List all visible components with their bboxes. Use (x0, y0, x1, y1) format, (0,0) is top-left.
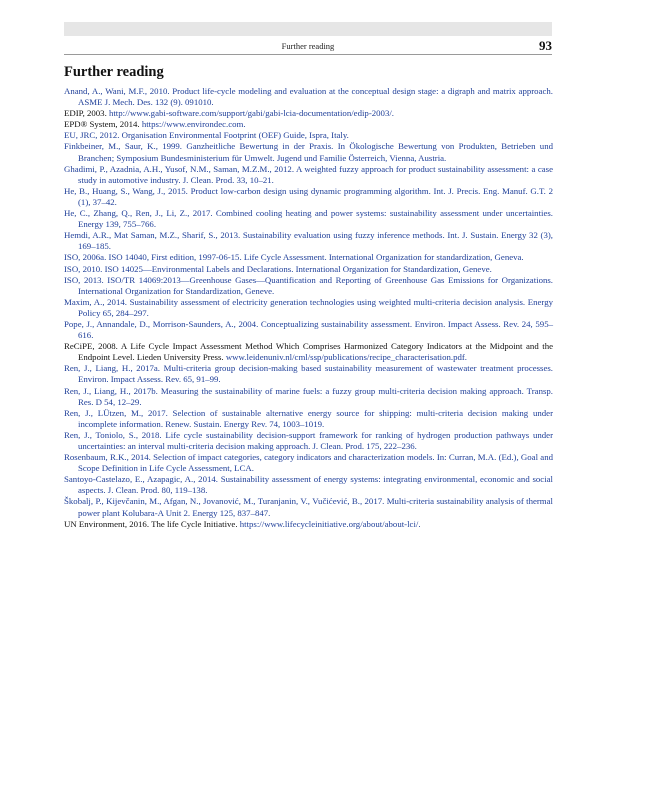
reference-entry (64, 496, 553, 518)
reference-text: Finkbeiner, M., Saur, K., 1999. Ganzheitliche Bewertung in der Praxis. In Ökologische Bewertung von Produkten, Betrieben und Branchen; Symposium Bundesministerium für Umwelt. Jugend und Familie Österreich, Vienna, Austria. (64, 141, 553, 163)
reference-entry (64, 430, 553, 452)
reference-entry (64, 363, 553, 385)
reference-entry (64, 108, 553, 119)
reference-entry (64, 275, 553, 297)
reference-text: Pope, J., Annandale, D., Morrison-Saunders, A., 2004. Conceptualizing sustainability assessment. Environ. Impact Assess. Rev. 24, 595–616. (64, 318, 553, 341)
reference-text: Škobalj, P., Kijevčanin, M., Afgan, N., Jovanović, M., Turanjanin, V., Vučićević, B., 2017. Multi-criteria sustainability analysis of thermal power plant Kolubara-A Unit 2. Energy 125, 837–847. (64, 496, 553, 518)
reference-text: Ren, J., Toniolo, S., 2018. Life cycle sustainability decision-support framework for ranking of hydrogen production pathways under uncertainties: an interval multi-criteria decision making approach. J. Clean. Prod. 175, 222–236. (64, 429, 553, 451)
reference-entry (64, 141, 553, 163)
reference-entry (64, 186, 553, 208)
reference-entry (64, 386, 553, 408)
reference-text: Santoyo-Castelazo, E., Azapagic, A., 2014. Sustainability assessment of energy systems: integrating environmental, economic and social aspects. J. Clean. Prod. 80, 119–138. (64, 474, 553, 496)
reference-entry (64, 519, 553, 530)
running-head (64, 38, 552, 55)
reference-text: Ren, J., Liang, H., 2017b. Measuring the sustainability of marine fuels: a fuzzy group multi-criteria decision making approach. Transp. Res. D 54, 12–29. (64, 385, 553, 407)
reference-link[interactable]: https://www.environdec.com. (141, 119, 246, 130)
reference-text: He, B., Huang, S., Wang, J., 2015. Product low-carbon design using dynamic programming algorithm. Int. J. Precis. Eng. Manuf. G.T. 2 (1), 37–42. (64, 185, 553, 207)
reference-entry (64, 319, 553, 341)
reference-link[interactable]: www.leidenuniv.nl/cml/ssp/publications/recipe_characterisation.pdf. (225, 352, 468, 363)
reference-text: ISO, 2010. ISO 14025—Environmental Labels and Declarations. International Organization for Standardization, Geneve. (64, 263, 492, 274)
reference-entry (64, 341, 553, 363)
reference-text: ISO, 2013. ISO/TR 14069:2013—Greenhouse Gases—Quantification and Reporting of Greenhouse Gas Emissions for Organizations. International Organization for Standardization, Geneve. (64, 274, 553, 296)
reference-text: EDIP, 2003. (64, 108, 109, 119)
reference-text: Hemdi, A.R., Mat Saman, M.Z., Sharif, S., 2013. Sustainability evaluation using fuzzy inference methods. Int. J. Sustain. Energy 32 (3), 169–185. (64, 230, 553, 252)
header-band (64, 22, 552, 36)
reference-text: ISO, 2006a. ISO 14040, First edition, 1997-06-15. Life Cycle Assessment. International Organization for standardization, Geneva. (64, 252, 524, 263)
reference-text: EPD® System, 2014. (64, 119, 142, 130)
reference-text: Rosenbaum, R.K., 2014. Selection of impact categories, category indicators and characterization models. In: Curran, M.A. (Ed.), Goal and Scope Definition in Life Cycle Assessment, LCA. (64, 452, 553, 474)
reference-entry (64, 252, 553, 263)
reference-text: Maxim, A., 2014. Sustainability assessment of electricity generation technologies using weighted multi-criteria decision analysis. Energy Policy 65, 284–297. (64, 296, 553, 318)
reference-entry (64, 164, 553, 186)
reference-entry (64, 452, 553, 474)
reference-text: ReCiPE, 2008. A Life Cycle Impact Assessment Method Which Comprises Harmonized Category Indicators at the Midpoint and the Endpoint Level. Lieden University Press. (64, 341, 553, 363)
reference-text: Ren, J., Liang, H., 2017a. Multi-criteria group decision-making based sustainability measurement of wastewater treatment processes. Environ. Impact Assess. Rev. 65, 91–99. (64, 363, 553, 385)
reference-entry (64, 230, 553, 252)
reference-text: EU, JRC, 2012. Organisation Environmental Footprint (OEF) Guide, Ispra, Italy. (64, 130, 349, 141)
section-title: Further reading (64, 64, 164, 80)
reference-link[interactable]: http://www.gabi-software.com/support/gabi/gabi-lcia-documentation/edip-2003/. (108, 108, 394, 119)
reference-text: Ghadimi, P., Azadnia, A.H., Yusof, N.M., Saman, M.Z.M., 2012. A weighted fuzzy approach for product sustainability assessment: a case study in automotive industry. J. Clean. Prod. 33, 10–21. (64, 163, 553, 185)
reference-entry (64, 474, 553, 496)
page-number: 93 (539, 38, 552, 53)
reference-entry (64, 86, 553, 108)
reference-entry (64, 264, 553, 275)
reference-list (64, 86, 553, 530)
reference-entry (64, 119, 553, 130)
reference-entry (64, 408, 553, 430)
reference-text: Anand, A., Wani, M.F., 2010. Product life-cycle modeling and evaluation at the conceptual design stage: a digraph and matrix approach. ASME J. Mech. Des. 132 (9). 091010. (64, 86, 553, 108)
reference-entry (64, 297, 553, 319)
reference-entry (64, 130, 553, 141)
reference-text: He, C., Zhang, Q., Ren, J., Li, Z., 2017. Combined cooling heating and power systems: sustainability assessment under uncertainties. Energy 139, 755–766. (64, 208, 553, 230)
running-title: Further reading (281, 41, 335, 51)
reference-entry (64, 208, 553, 230)
reference-text: UN Environment, 2016. The life Cycle Initiative. (64, 518, 240, 529)
reference-link[interactable]: https://www.lifecycleinitiative.org/about/about-lci/. (239, 518, 421, 529)
reference-text: Ren, J., LÜtzen, M., 2017. Selection of sustainable alternative energy source for shipping: multi-criteria decision making under incomplete information. Renew. Sustain. Energy Rev. 74, 1003–1019. (64, 407, 553, 429)
